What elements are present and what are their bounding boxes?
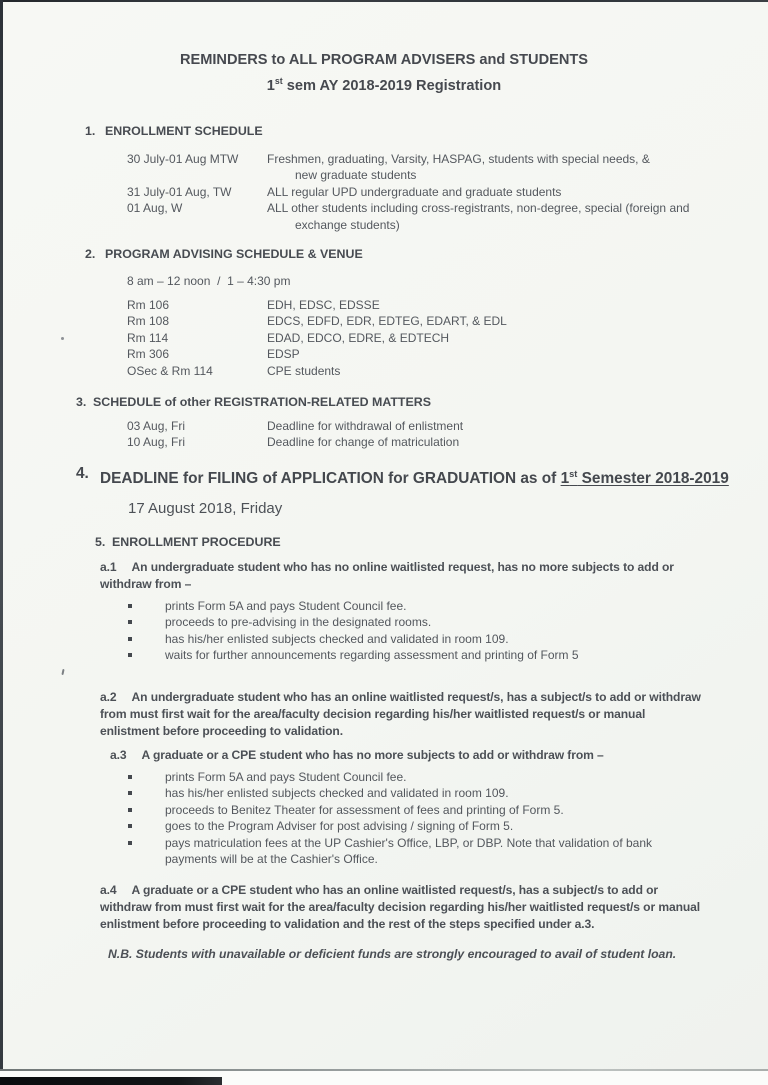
bullet-square-icon [128,637,132,641]
procedure-item-a4 [100,882,706,933]
section-heading-other-matters [76,394,768,411]
section-heading-enrollment-schedule [85,123,768,140]
item-text: A graduate or a CPE student who has no more subjects to add or withdraw from – [141,747,604,762]
table-row [127,434,768,451]
bullet-square-icon [128,841,132,845]
section-number: 1. [85,123,96,138]
list-item: goes to the Program Adviser for post advising / signing of Form 5. [127,818,768,835]
bullet-square-icon [128,775,132,779]
list-item: has his/her enlisted subjects checked and validated in room 109. [127,785,768,802]
section-number: 4. [76,464,89,482]
title-sem-number: 1 [266,77,275,94]
underlined-semester: 1st Semester 2018-2019 [560,468,729,487]
section-heading-label: SCHEDULE of other REGISTRATION-RELATED MATTERS [93,394,431,409]
other-matters-table [127,418,768,451]
table-row [127,151,768,184]
procedure-item-a3 [110,747,716,764]
scan-speck [61,669,64,675]
bullet-square-icon [128,824,132,828]
section-heading-enrollment-procedure [95,534,768,551]
table-row [127,297,768,314]
title-line-1: REMINDERS to ALL PROGRAM ADVISERS and STUDENTS [179,52,589,68]
schedule-date: 31 July-01 Aug, TW [127,184,232,199]
venue: OSec & Rm 114 [127,363,213,378]
schedule-date: 03 Aug, Fri [127,418,186,433]
advising-venue-table [127,297,768,380]
programs: EDCS, EDFD, EDR, EDTEG, EDART, & EDL [267,314,507,329]
list-item: proceeds to pre-advising in the designated rooms. [127,614,768,631]
title-line-2 [0,71,768,96]
bullet-square-icon [128,653,132,657]
list-item: prints Form 5A and pays Student Council fee. [127,598,768,615]
section-heading-label: ENROLLMENT SCHEDULE [105,123,263,138]
section-number: 5. [95,534,106,549]
item-text: An undergraduate student who has no online waitlisted request, has no more subjects to add or withdraw from – [100,559,674,591]
schedule-date: 10 Aug, Fri [127,435,186,450]
item-label: a.4 [100,882,117,897]
list-item: prints Form 5A and pays Student Council fee. [127,769,768,786]
item-label: a.3 [110,747,127,762]
table-row [127,313,768,330]
bullet-square-icon [128,808,132,812]
venue: Rm 106 [127,297,170,312]
scan-edge-top [0,0,768,2]
scan-speck [61,337,64,340]
list-item: has his/her enlisted subjects checked and validated in room 109. [127,631,768,648]
programs: EDSP [267,347,300,362]
document-title [0,50,768,96]
section-heading-label: ENROLLMENT PROCEDURE [112,534,281,549]
table-row [127,330,768,347]
venue: Rm 114 [127,330,169,345]
schedule-desc: ALL other students including cross-registrants, non-degree, special (foreign and exchange students) [267,201,690,232]
section-heading-label: DEADLINE for FILING of APPLICATION for GRADUATION as of 1st Semester 2018-2019 [100,468,729,487]
graduation-deadline-date: 17 August 2018, Friday [128,499,283,517]
section-number: 2. [85,246,96,261]
enrollment-schedule-table [127,151,768,234]
scan-bottom-black-bar [0,1077,222,1085]
table-row [127,363,768,380]
list-item: proceeds to Benitez Theater for assessment of fees and printing of Form 5. [127,802,768,819]
schedule-desc: Freshmen, graduating, Varsity, HASPAG, students with special needs, & new graduate students [267,151,650,183]
schedule-desc: Deadline for change of matriculation [267,435,460,450]
item-text: A graduate or a CPE student who has an online waitlisted request/s, has a subject/s to add or withdraw from must first wait for the area/faculty decision regarding his/her waitlisted request/s or manual enlistment before proceeding to validation and the rest of the steps specified under a.3. [100,882,701,931]
schedule-desc: ALL regular UPD undergraduate and graduate students [267,184,562,199]
schedule-date: 01 Aug, W [127,201,183,216]
venue: Rm 108 [127,314,170,329]
programs: EDH, EDSC, EDSSE [267,297,380,312]
a3-bullet-list [127,769,768,868]
programs: EDAD, EDCO, EDRE, & EDTECH [267,330,450,345]
nota-bene: N.B. Students with unavailable or deficient funds are strongly encouraged to avail of student loan. [108,946,677,961]
section-heading-label: PROGRAM ADVISING SCHEDULE & VENUE [105,246,363,261]
list-item: waits for further announcements regarding assessment and printing of Form 5 [127,647,768,664]
item-text: An undergraduate student who has an online waitlisted request/s, has a subject/s to add or withdraw from must first wait for the area/faculty decision regarding his/her waitlisted request/s or manual enlistment before proceeding to validation. [100,689,701,738]
table-row [127,418,768,435]
list-item: pays matriculation fees at the UP Cashier's Office, LBP, or DBP. Note that validation of bank payments will be at the Cashier's Office. [127,835,768,868]
table-row [127,184,768,201]
table-row [127,346,768,363]
schedule-date: 30 July-01 Aug MTW [127,151,239,166]
scan-edge-left [0,0,3,1071]
table-row [127,200,768,233]
section-heading-program-advising [85,246,768,263]
title-sem-ordinal: st [274,75,283,86]
a1-bullet-list [127,598,768,664]
bullet-square-icon [128,791,132,795]
schedule-desc: Deadline for withdrawal of enlistment [267,418,464,433]
procedure-item-a2 [100,689,706,740]
bullet-square-icon [128,604,132,608]
bullet-square-icon [128,620,132,624]
advising-hours: 8 am – 12 noon / 1 – 4:30 pm [127,273,291,288]
procedure-item-a1 [100,559,706,593]
item-label: a.1 [100,559,117,574]
title-line-2-rest: sem AY 2018-2019 Registration [282,77,502,94]
venue: Rm 306 [127,347,170,362]
programs: CPE students [267,363,341,378]
section-heading-graduation-deadline [76,463,768,490]
item-label: a.2 [100,689,117,704]
section-number: 3. [76,394,87,409]
